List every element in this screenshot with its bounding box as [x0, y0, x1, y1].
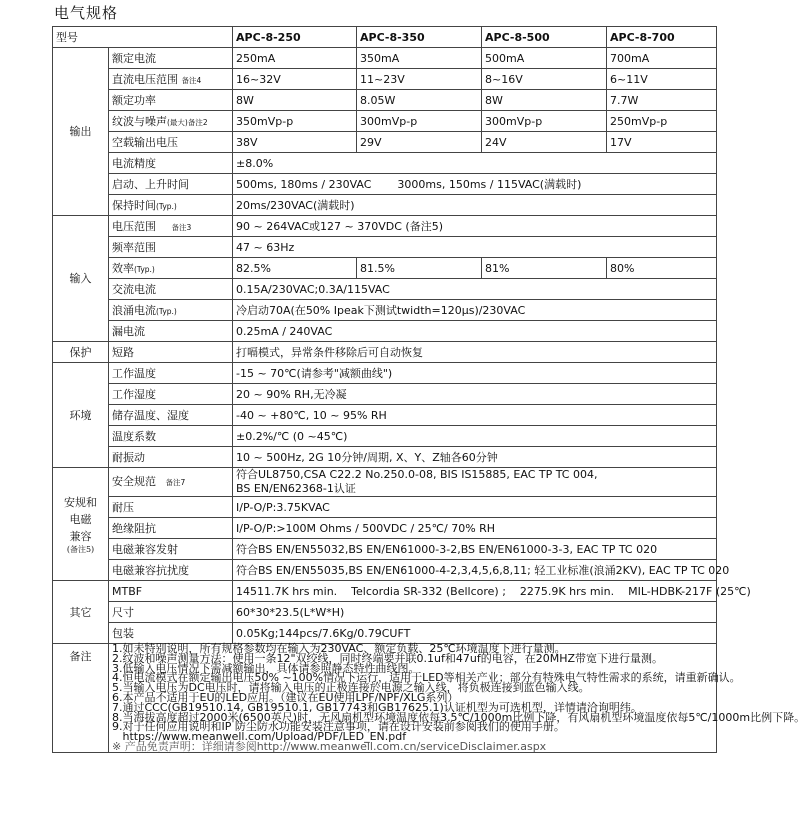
cell: 250mA: [233, 48, 357, 69]
group-input: 输入: [53, 216, 109, 342]
row-label: [109, 258, 233, 279]
cell: 80%: [607, 258, 717, 279]
cell: 8.05W: [357, 90, 482, 111]
note-line: 2.纹波和噪声测量方法：使用一条12"双绞线，同时终端要并联0.1uf和47uf的电容，在20MHZ带宽下进行量测。: [112, 651, 664, 665]
table-row: [53, 216, 717, 237]
note-ref: 备注4: [181, 76, 202, 85]
row-label: 交流电流: [109, 279, 233, 300]
row-label: 包装: [109, 623, 233, 644]
row-label: 电流精度: [109, 153, 233, 174]
safety-standards-line1: 符合UL8750,CSA C22.2 No.250.0-08, BIS IS15885, EAC TP TC 004,: [236, 468, 598, 481]
model-name: APC-8-500: [482, 27, 607, 48]
row-label: 频率范围: [109, 237, 233, 258]
cell: 47 ~ 63Hz: [233, 237, 717, 258]
cell: ±0.2%/℃ (0 ~45℃): [233, 426, 717, 447]
table-row: [53, 447, 717, 468]
cell: 8W: [233, 90, 357, 111]
group-safety-line1: 安规和: [64, 496, 97, 509]
row-label: [109, 69, 233, 90]
cell: 300mVp-p: [357, 111, 482, 132]
table-row: [53, 560, 717, 581]
cell: I/P-O/P:>100M Ohms / 500VDC / 25℃/ 70% RH: [233, 518, 717, 539]
table-row: [53, 69, 717, 90]
cell: 8~16V: [482, 69, 607, 90]
cell: 29V: [357, 132, 482, 153]
mtbf-value-1: 14511.7K hrs min.: [236, 584, 338, 598]
table-row: [53, 258, 717, 279]
cell: 打嗝模式，异常条件移除后可自动恢复: [233, 342, 717, 363]
note-ref: 备注2: [187, 118, 208, 127]
table-row: [53, 644, 717, 753]
table-row: [53, 279, 717, 300]
label-small: (Typ.): [134, 265, 155, 274]
model-name: APC-8-250: [233, 27, 357, 48]
cell: [233, 468, 717, 497]
table-row: [53, 602, 717, 623]
table-row: [53, 405, 717, 426]
cell: 81.5%: [357, 258, 482, 279]
row-label: 启动、上升时间: [109, 174, 233, 195]
table-row: [53, 195, 717, 216]
note-line: 4.恒电流模式在额定输出电压50% ~100%情况下运行，适用于LED等相关产业；部分有特殊电气特性需求的系统，请重新确认。: [112, 671, 741, 685]
spec-table: [52, 26, 805, 753]
table-row: [53, 426, 717, 447]
table-row: [53, 300, 717, 321]
group-safety-emc: [53, 468, 109, 581]
notes-cell: [109, 642, 805, 753]
cell: 7.7W: [607, 90, 717, 111]
row-label: 空载输出电压: [109, 132, 233, 153]
table-row: [53, 581, 717, 602]
note-link[interactable]: https://www.meanwell.com/Upload/PDF/LED_EN.pdf: [112, 730, 407, 744]
row-label: [109, 468, 233, 497]
note-line: 8.当海拔高度超过2000米(6500英尺)时，无风扇机型环境温度依每3.5℃/1000m比例下降，有风扇机型环境温度依每5℃/1000m比例下降。: [112, 710, 805, 724]
label-small: (Typ.): [156, 307, 177, 316]
row-label-text: 保持时间: [112, 199, 156, 212]
row-label: 耐振动: [109, 447, 233, 468]
cell: 0.15A/230VAC;0.3A/115VAC: [233, 279, 717, 300]
group-environment: 环境: [53, 363, 109, 468]
table-row: [53, 111, 717, 132]
cell: 20 ~ 90% RH,无冷凝: [233, 384, 717, 405]
row-label: 温度系数: [109, 426, 233, 447]
row-label-text: 效率: [112, 262, 134, 275]
row-label: 绝缘阻抗: [109, 518, 233, 539]
setup-value-230: 500ms, 180ms / 230VAC: [236, 178, 372, 191]
note-line: 6.本产品不适用于EU的LED应用。（建议在EU使用LPF/NPF/XLG系列）: [112, 690, 459, 704]
cell: 符合BS EN/EN55032,BS EN/EN61000-3-2,BS EN/EN61000-3-3, EAC TP TC 020: [233, 539, 717, 560]
note-line: 3.低输入电压情况下需减额输出，具体请参照静态特性曲线图。: [112, 661, 420, 675]
table-row: [53, 321, 717, 342]
row-label: 尺寸: [109, 602, 233, 623]
note-line: 7.通过CCC(GB19510.14, GB19510.1, GB17743和GB17625.1)认证机型为可选机型，详情请洽询明纬。: [112, 700, 642, 714]
cell: 24V: [482, 132, 607, 153]
cell: 8W: [482, 90, 607, 111]
group-others: 其它: [53, 581, 109, 644]
table-row: [53, 539, 717, 560]
row-label-text: 电压范围: [112, 220, 156, 233]
section-title: 电气规格: [54, 4, 119, 22]
note-ref: 备注3: [171, 223, 192, 232]
row-label: [109, 111, 233, 132]
row-label: 漏电流: [109, 321, 233, 342]
cell: 60*30*23.5(L*W*H): [233, 602, 717, 623]
cell: 符合BS EN/EN55035,BS EN/EN61000-4-2,3,4,5,6,8,11; 轻工业标准(浪涌2KV), EAC TP TC 020: [233, 560, 717, 581]
row-label: 耐压: [109, 497, 233, 518]
cell: 350mVp-p: [233, 111, 357, 132]
cell: I/P-O/P:3.75KVAC: [233, 497, 717, 518]
table-row: [53, 342, 717, 363]
setup-value-115: 3000ms, 150ms / 115VAC(满载时): [397, 178, 582, 191]
cell: 16~32V: [233, 69, 357, 90]
note-disclaimer[interactable]: ※ 产品免责声明：详细请参阅http://www.meanwell.com.cn/serviceDisclaimer.aspx: [112, 739, 547, 753]
cell: 17V: [607, 132, 717, 153]
cell: 350mA: [357, 48, 482, 69]
group-protection: 保护: [53, 342, 109, 363]
table-row: [53, 48, 717, 69]
note-line: 5.当输入电压为DC电压时，请将输入电压的正极连接於电源之输入线，将负极连接到蓝色输入线。: [112, 681, 590, 695]
cell: 冷启动70A(在50% Ipeak下测试twidth=120μs)/230VAC: [233, 300, 717, 321]
label-small: (最大): [167, 118, 188, 127]
table-row: [53, 623, 717, 644]
row-label-text: 浪涌电流: [112, 304, 156, 317]
cell: 20ms/230VAC(满载时): [233, 195, 717, 216]
cell: 10 ~ 500Hz, 2G 10分钟/周期, X、Y、Z轴各60分钟: [233, 447, 717, 468]
row-label: [109, 216, 233, 237]
row-label: 额定电流: [109, 48, 233, 69]
row-label: [109, 195, 233, 216]
cell: 250mVp-p: [607, 111, 717, 132]
model-header-label: 型号: [53, 27, 233, 48]
table-row: [53, 497, 717, 518]
cell: 82.5%: [233, 258, 357, 279]
table-row: [53, 363, 717, 384]
row-label: [109, 300, 233, 321]
cell: [233, 174, 717, 195]
row-label: 储存温度、湿度: [109, 405, 233, 426]
model-name: APC-8-350: [357, 27, 482, 48]
table-row: [53, 518, 717, 539]
cell: -40 ~ +80℃, 10 ~ 95% RH: [233, 405, 717, 426]
table-row: [53, 237, 717, 258]
table-row: [53, 384, 717, 405]
note-ref: 备注7: [165, 477, 186, 487]
mtbf-value-4: MIL-HDBK-217F (25℃): [628, 584, 751, 598]
cell: 700mA: [607, 48, 717, 69]
group-output: 输出: [53, 48, 109, 216]
row-label-text: 纹波与噪声: [112, 115, 167, 128]
row-label-text: 安全规范: [112, 474, 156, 488]
safety-standards-line2: BS EN/EN62368-1认证: [236, 482, 356, 495]
cell: 90 ~ 264VAC或127 ~ 370VDC (备注5): [233, 216, 717, 237]
cell: ±8.0%: [233, 153, 717, 174]
note-line: 9.对于任何应用说明和IP 防尘防水功能安装注意事项，请在设计安装前参阅我们的使用手册。: [112, 720, 565, 734]
row-label: 电磁兼容发射: [109, 539, 233, 560]
cell: 300mVp-p: [482, 111, 607, 132]
row-label: MTBF: [109, 581, 233, 602]
mtbf-value-2: Telcordia SR-332 (Bellcore) ;: [351, 584, 506, 598]
cell: 11~23V: [357, 69, 482, 90]
cell: 38V: [233, 132, 357, 153]
table-row: [53, 132, 717, 153]
group-safety-line3: 兼容: [69, 530, 92, 543]
cell: 81%: [482, 258, 607, 279]
model-name: APC-8-700: [607, 27, 717, 48]
table-row: [53, 153, 717, 174]
cell: 6~11V: [607, 69, 717, 90]
row-label: 工作湿度: [109, 384, 233, 405]
note-line: 1.如未特别说明，所有规格参数均在输入为230VAC、额定负载、25℃环境温度下进行量测。: [112, 642, 566, 655]
cell: -15 ~ 70℃(请参考"减额曲线"): [233, 363, 717, 384]
cell: [233, 581, 751, 602]
table-row: [53, 90, 717, 111]
row-label: 短路: [109, 342, 233, 363]
cell: 0.25mA / 240VAC: [233, 321, 717, 342]
row-label: 额定功率: [109, 90, 233, 111]
label-small: (Typ.): [156, 202, 177, 211]
group-safety-note: (备注5): [66, 545, 95, 554]
table-row: [53, 27, 717, 48]
group-safety-line2: 电磁: [69, 513, 92, 526]
table-row: [53, 468, 717, 497]
row-label: 工作温度: [109, 363, 233, 384]
mtbf-value-3: 2275.9K hrs min.: [519, 584, 615, 598]
table-row: [53, 174, 717, 195]
row-label-text: 直流电压范围: [112, 73, 178, 86]
group-notes: 备注: [53, 644, 109, 753]
cell: 500mA: [482, 48, 607, 69]
row-label: 电磁兼容抗扰度: [109, 560, 233, 581]
cell: 0.05Kg;144pcs/7.6Kg/0.79CUFT: [233, 623, 717, 644]
